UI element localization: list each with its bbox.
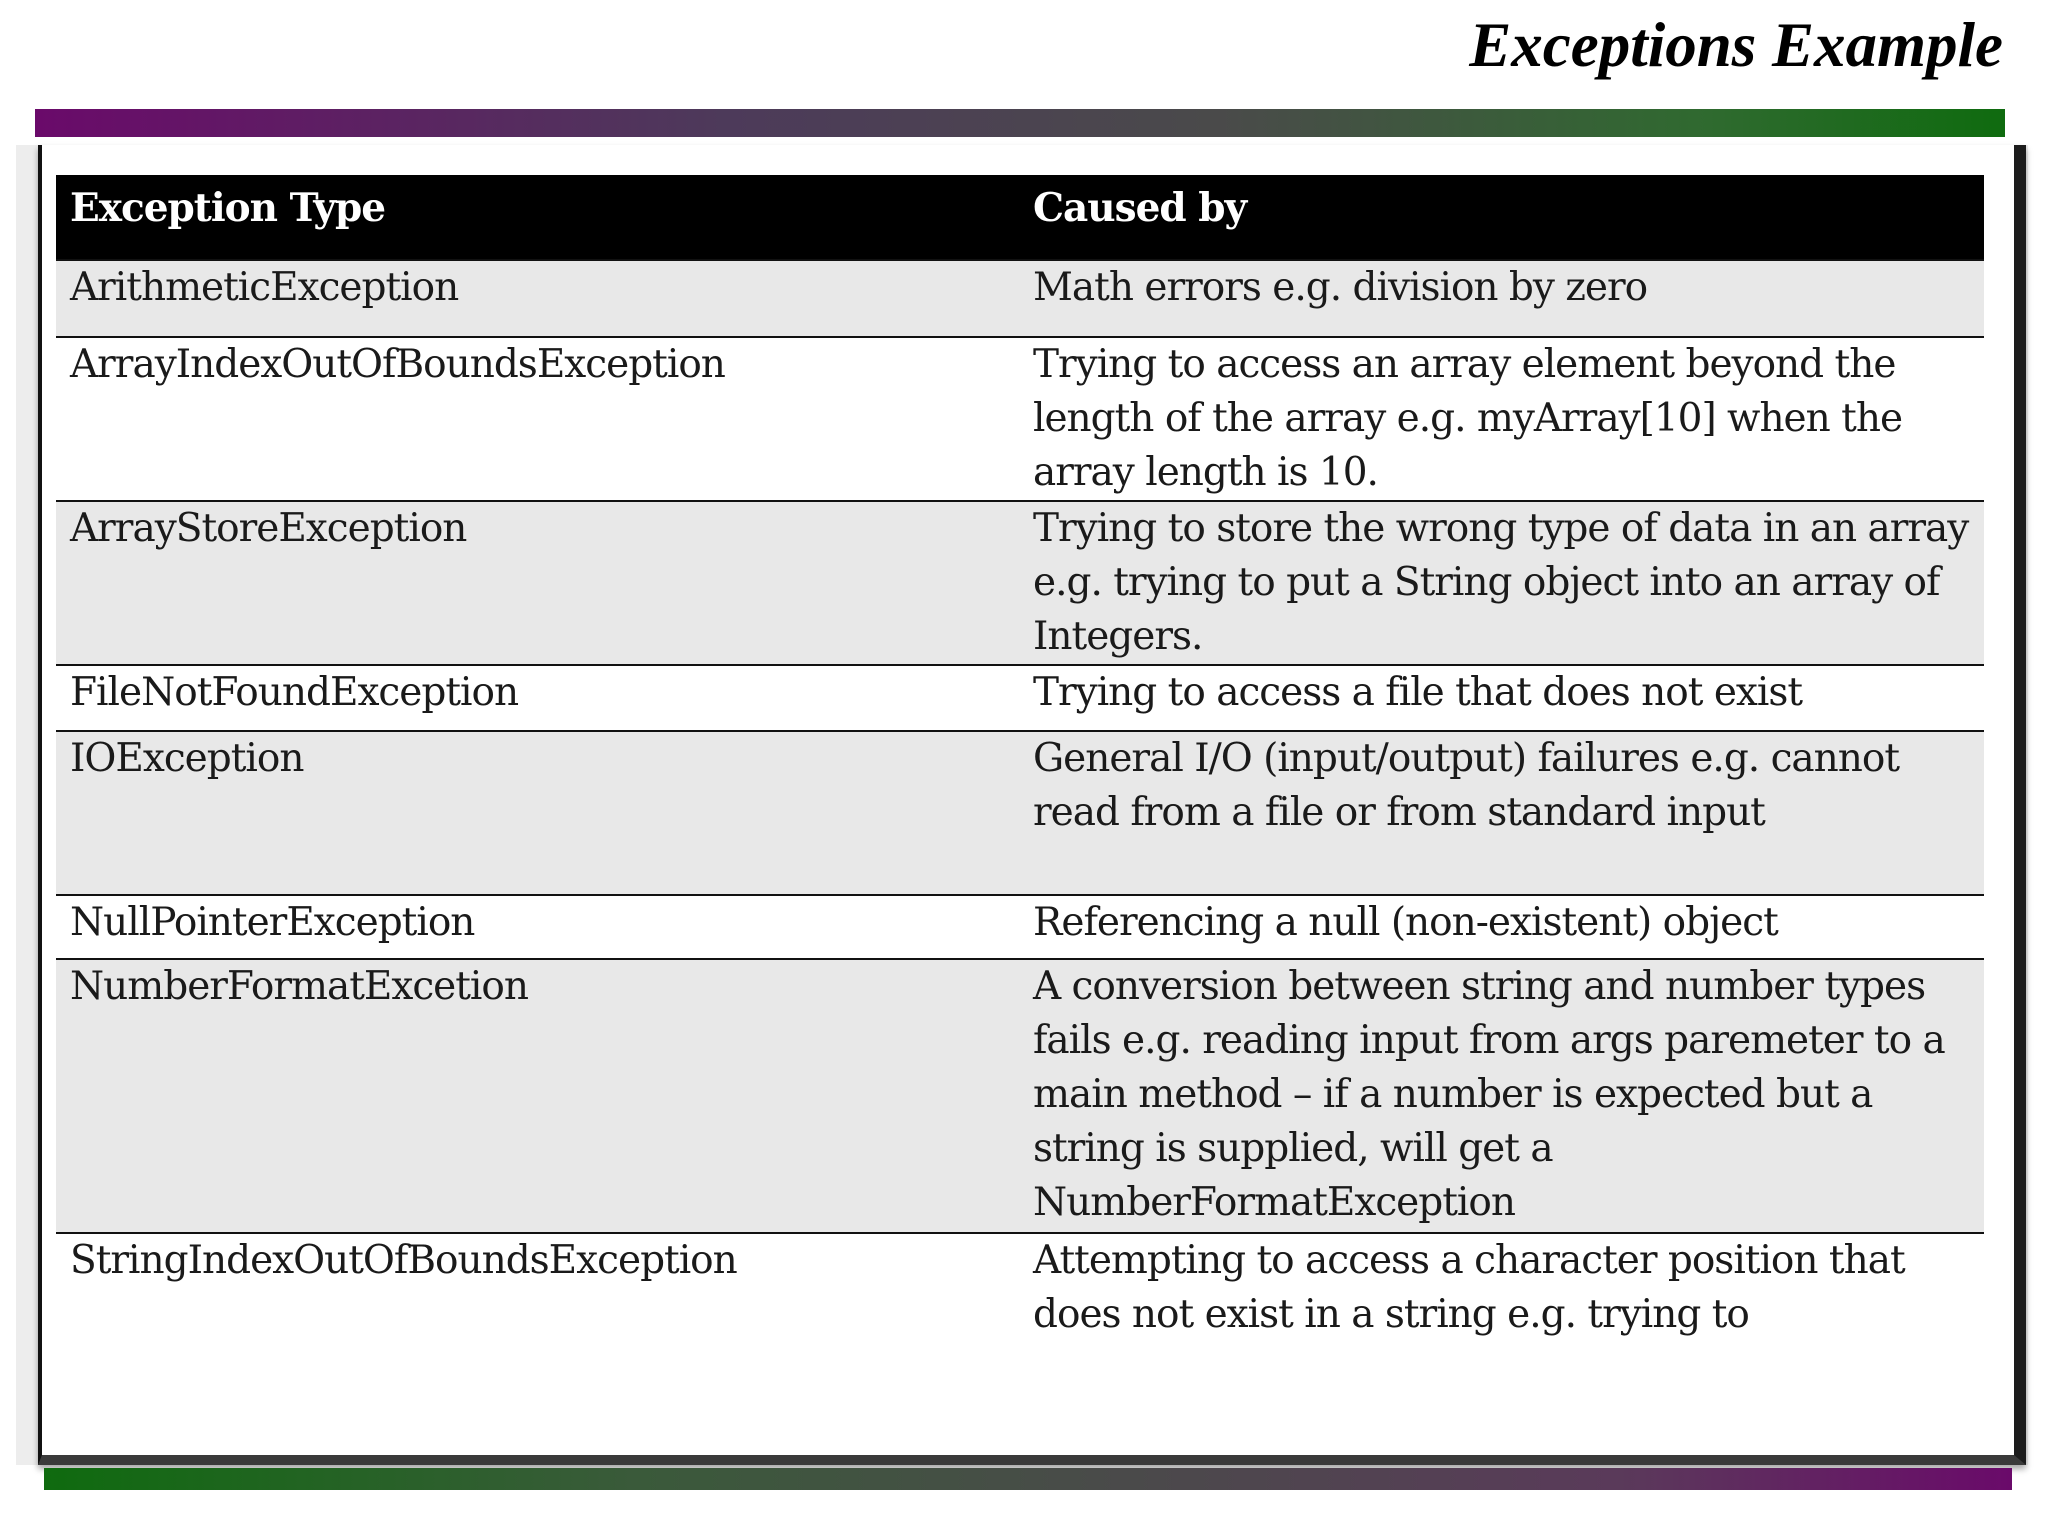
exception-type-cell: ArithmeticException (56, 260, 1019, 337)
table-row (56, 959, 1984, 1233)
table-row (56, 665, 1984, 731)
header-exception-type: Exception Type (56, 175, 1019, 260)
cause-cell: General I/O (input/output) failures e.g. cannot read from a file or from standard input (1019, 731, 1984, 895)
exception-type-cell: NullPointerException (56, 895, 1019, 959)
exception-type-cell: ArrayIndexOutOfBoundsException (56, 337, 1019, 501)
table-row (56, 895, 1984, 959)
bottom-gradient-bar (44, 1468, 2012, 1490)
cause-cell: Attempting to access a character position that does not exist in a string e.g. trying to (1019, 1233, 1984, 1450)
cause-cell: Math errors e.g. division by zero (1019, 260, 1984, 337)
top-gradient-bar (35, 109, 2005, 137)
table-header-row (56, 175, 1984, 260)
exception-type-cell: StringIndexOutOfBoundsException (56, 1233, 1019, 1450)
cause-cell: Trying to access an array element beyond the length of the array e.g. myArray[10] when the array length is 10. (1019, 337, 1984, 501)
table-row (56, 731, 1984, 895)
exception-type-cell: FileNotFoundException (56, 665, 1019, 731)
exception-type-cell: NumberFormatExcetion (56, 959, 1019, 1233)
exception-type-cell: ArrayStoreException (56, 501, 1019, 665)
table-row (56, 501, 1984, 665)
table-row (56, 260, 1984, 337)
table-row (56, 337, 1984, 501)
cause-cell: Trying to store the wrong type of data in an array e.g. trying to put a String object into an array of Integers. (1019, 501, 1984, 665)
cause-cell: Referencing a null (non-existent) object (1019, 895, 1984, 959)
table-row (56, 1233, 1984, 1450)
header-caused-by: Caused by (1019, 175, 1984, 260)
exception-type-cell: IOException (56, 731, 1019, 895)
slide-title: Exceptions Example (1469, 10, 2003, 80)
cause-cell: A conversion between string and number types fails e.g. reading input from args paremeter to a main method – if a number is expected but a string is supplied, will get a NumberFormatException (1019, 959, 1984, 1233)
exceptions-table (56, 175, 1984, 1450)
cause-cell: Trying to access a file that does not exist (1019, 665, 1984, 731)
table-image (38, 145, 2026, 1465)
